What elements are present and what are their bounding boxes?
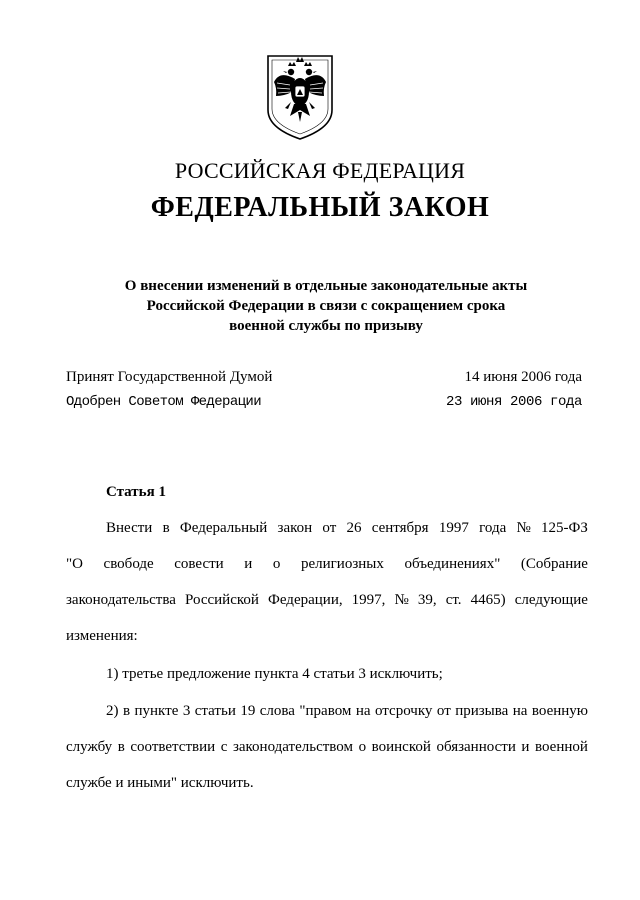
state-emblem-icon xyxy=(262,52,338,142)
law-title-line: военной службы по призыву xyxy=(229,318,423,334)
word: от xyxy=(322,520,337,536)
word: пункте xyxy=(134,703,179,719)
word: 1997, xyxy=(351,592,386,608)
word: "О xyxy=(66,556,83,572)
word: воинской xyxy=(371,739,431,755)
word: свободе xyxy=(103,556,154,572)
word: на xyxy=(512,703,528,719)
word: ст. xyxy=(445,592,462,608)
word: № xyxy=(516,520,531,536)
word: 125-ФЗ xyxy=(541,520,588,536)
adopted-by-duma-label: Принят Государственной Думой xyxy=(66,369,273,385)
word: закон xyxy=(277,520,313,536)
word: религиозных xyxy=(300,556,384,572)
word: от xyxy=(436,703,451,719)
word: объединениях" xyxy=(404,556,501,572)
word: о xyxy=(272,556,281,572)
word: слова xyxy=(259,703,295,719)
paragraph-line xyxy=(66,729,588,765)
word: в xyxy=(162,520,170,536)
word: законодательством xyxy=(232,739,353,755)
word: на xyxy=(355,703,371,719)
word: статьи xyxy=(194,703,236,719)
word: сентября xyxy=(371,520,429,536)
article-item-2 xyxy=(66,693,588,801)
word: № xyxy=(394,592,409,608)
paragraph-line xyxy=(66,693,588,729)
word: года xyxy=(479,520,507,536)
law-title-line: Российской Федерации в связи с сокращением срока xyxy=(146,298,506,314)
word: о xyxy=(358,739,367,755)
approved-by-council-label: Одобрен Советом Федерации xyxy=(66,394,262,410)
article-heading: Статья 1 xyxy=(106,484,166,500)
word: обязанности xyxy=(436,739,516,755)
word: соответствии xyxy=(130,739,216,755)
word: 2) xyxy=(106,703,119,719)
adopted-by-duma-date: 14 июня 2006 года xyxy=(464,369,582,385)
paragraph-line xyxy=(66,510,588,546)
word: военную xyxy=(531,703,588,719)
country-name: РОССИЙСКАЯ ФЕДЕРАЦИЯ xyxy=(174,158,466,183)
word: и xyxy=(521,739,530,755)
article-item-1: 1) третье предложение пункта 4 статьи 3 исключить; xyxy=(106,666,443,682)
paragraph-line: службе и иными" исключить. xyxy=(66,775,254,791)
paragraph-line xyxy=(66,546,588,582)
word: Федерации, xyxy=(268,592,343,608)
word: Внести xyxy=(106,520,153,536)
document-type: ФЕДЕРАЛЬНЫЙ ЗАКОН xyxy=(150,192,490,223)
word: отсрочку xyxy=(375,703,433,719)
word: следующие xyxy=(514,592,588,608)
word: 39, xyxy=(417,592,437,608)
word: (Собрание xyxy=(520,556,588,572)
approved-by-council-date: 23 июня 2006 года xyxy=(445,394,582,410)
word: службу xyxy=(66,739,113,755)
word: и xyxy=(244,556,253,572)
paragraph-line: изменения: xyxy=(66,628,138,644)
paragraph-line xyxy=(66,582,588,618)
word: в xyxy=(122,703,131,719)
word: призыва xyxy=(455,703,509,719)
article-intro-paragraph xyxy=(66,510,588,654)
word: законодательства xyxy=(66,592,176,608)
law-title-line: О внесении изменений в отдельные законодательные акты xyxy=(124,278,528,294)
word: Российской xyxy=(184,592,259,608)
word: "правом xyxy=(299,703,352,719)
word: совести xyxy=(174,556,224,572)
word: в xyxy=(117,739,125,755)
word: 1997 xyxy=(438,520,469,536)
word: 19 xyxy=(240,703,256,719)
word: 4465) xyxy=(470,592,506,608)
law-title xyxy=(0,276,640,336)
word: 26 xyxy=(346,520,362,536)
word: с xyxy=(220,739,228,755)
word: военной xyxy=(535,739,588,755)
word: 3 xyxy=(182,703,191,719)
word: Федеральный xyxy=(179,520,268,536)
